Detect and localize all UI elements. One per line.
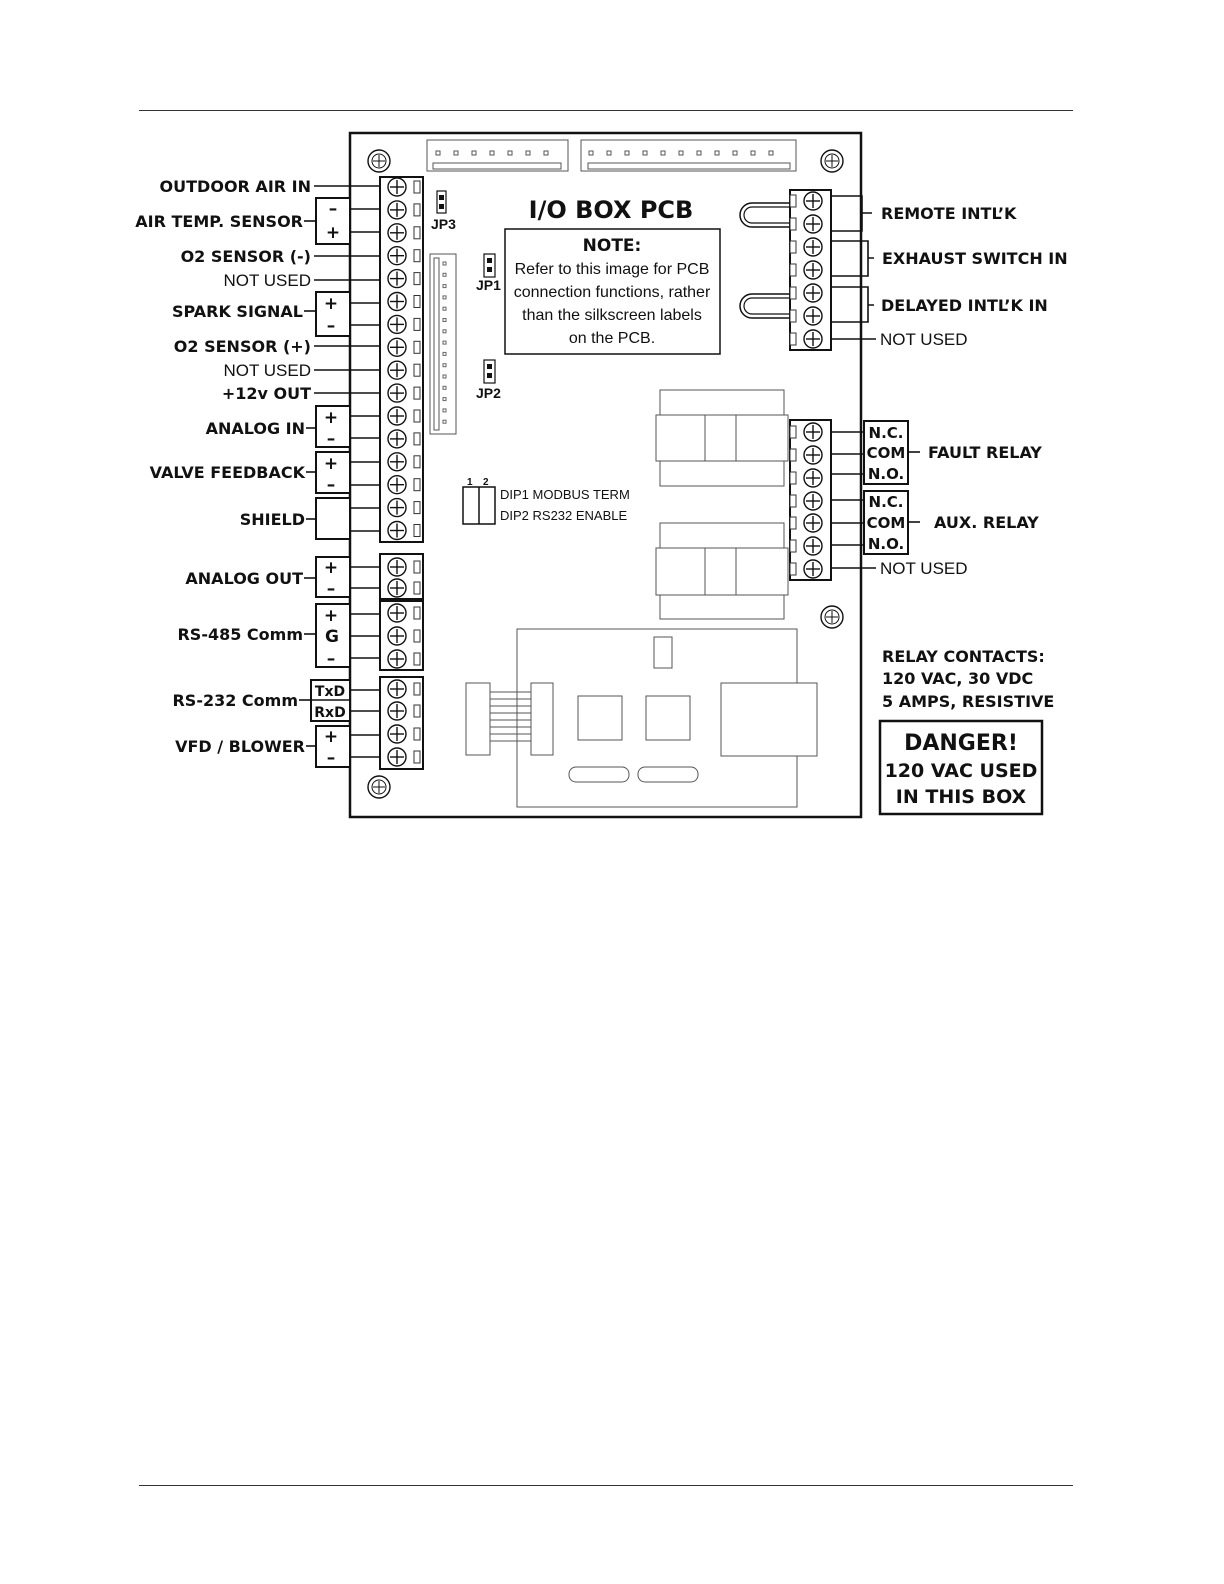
right-terminal-tab [790,310,796,322]
note-line-2: connection functions, rather [513,284,711,301]
sym-valve-plus: + [323,454,339,474]
sym-rs485-minus: – [326,649,336,669]
sym-air-temp-plus: + [325,223,341,243]
left-terminal-screw [388,338,406,356]
left-terminal-screw [388,407,406,425]
label-fault-relay: FAULT RELAY [928,443,1042,462]
right-terminal-screw [804,423,822,441]
left-terminal-tab [414,683,420,695]
sym-spark-minus: – [326,316,336,336]
right-terminal-tab [790,449,796,461]
left-terminal-screw [388,247,406,265]
sym-analog-out-minus: – [326,579,336,599]
left-terminal-tab [414,751,420,763]
mounting-hole [821,150,843,172]
right-terminal-screw [804,284,822,302]
left-terminal-screw [388,315,406,333]
sym-analog-in-plus: + [323,408,339,428]
left-terminal-tab [414,502,420,514]
left-terminal-tab [414,204,420,216]
label-o2-sensor-neg: O2 SENSOR (-) [180,247,311,266]
top-connector-right [581,140,796,171]
dip2-label: DIP2 RS232 ENABLE [500,508,628,523]
left-terminal-screw [388,680,406,698]
right-terminal-screw [804,469,822,487]
left-terminal-screw [388,579,406,597]
left-terminal-screw [388,558,406,576]
note-line-1: Refer to this image for PCB [514,261,710,278]
daughter-chip-1 [578,696,622,740]
label-exhaust-switch-in: EXHAUST SWITCH IN [882,249,1068,268]
left-terminal-screw [388,522,406,540]
left-terminal-tab [414,181,420,193]
left-terminal-tab [414,364,420,376]
sym-analog-in-minus: – [326,429,336,449]
jp2-label: JP2 [476,385,501,401]
left-terminal-tab [414,561,420,573]
left-terminal-tab [414,227,420,239]
left-terminal-tab [414,630,420,642]
left-terminal-screw [388,702,406,720]
left-terminal-screw [388,604,406,622]
note-line-3: than the silkscreen labels [522,307,702,324]
left-terminal-tab [414,296,420,308]
label-aux-relay: AUX. RELAY [934,513,1039,532]
dip-num-1: 1 [467,477,473,488]
label-rs232: RS-232 Comm [172,691,298,710]
danger-line-2: 120 VAC USED [884,760,1038,782]
jp3-label: JP3 [431,216,456,232]
right-terminal-screw [804,238,822,256]
label-analog-in: ANALOG IN [205,419,305,438]
relay-fault [656,390,788,486]
relay-contacts-line-1: RELAY CONTACTS: [882,647,1045,666]
left-terminal-screw [388,178,406,196]
left-terminal-screw [388,361,406,379]
daughter-slot-2 [638,767,698,782]
label-remote-intlk: REMOTE INTL’K [881,204,1017,223]
daughter-chip-2 [646,696,690,740]
right-terminal-tab [790,563,796,575]
left-terminal-tab [414,479,420,491]
left-terminal-tab [414,410,420,422]
left-terminal-tab [414,607,420,619]
label-air-temp-sensor: AIR TEMP. SENSOR [135,212,303,231]
left-terminal-tab [414,341,420,353]
relay-contacts-line-3: 5 AMPS, RESISTIVE [882,692,1055,711]
dip1-label: DIP1 MODBUS TERM [500,487,630,502]
dip-switch [463,487,495,524]
jp1-jumper [484,254,495,277]
right-terminal-screw [804,261,822,279]
sym-rs232-rxd: RxD [314,705,346,721]
right-terminal-tab [790,472,796,484]
left-terminal-screw [388,748,406,766]
right-terminal-tab [790,264,796,276]
left-terminal-screw [388,201,406,219]
left-terminal-tab [414,525,420,537]
right-terminal-screw [804,330,822,348]
left-terminal-tab [414,456,420,468]
daughter-slot-1 [569,767,629,782]
mounting-hole [368,150,390,172]
label-not-used-1: NOT USED [223,271,311,290]
left-terminal-tab [414,318,420,330]
right-terminal-tab [790,517,796,529]
sym-air-temp-minus: – [328,199,338,219]
left-terminal-screw [388,430,406,448]
label-nc-2: N.C. [868,493,904,511]
note-line-4: on the PCB. [568,330,656,347]
sym-vfd-plus: + [323,727,339,747]
label-vfd-blower: VFD / BLOWER [175,737,305,756]
label-delayed-intlk-in: DELAYED INTL’K IN [881,296,1048,315]
pcb-title: I/O BOX PCB [528,196,694,224]
label-analog-out: ANALOG OUT [185,569,303,588]
label-not-used-top: NOT USED [880,330,968,349]
left-terminal-screw [388,293,406,311]
right-terminal-tab [790,495,796,507]
label-com-2: COM [866,514,906,532]
label-valve-feedback: VALVE FEEDBACK [149,463,305,482]
sym-vfd-minus: – [326,748,336,768]
left-terminal-screw [388,725,406,743]
sym-rs485-plus: + [323,606,339,626]
label-no-2: N.O. [867,535,905,553]
ribbon-connector-right [531,683,553,755]
mounting-hole [368,776,390,798]
right-terminal-tab [790,333,796,345]
right-terminal-screw [804,446,822,464]
label-o2-sensor-pos: O2 SENSOR (+) [173,337,311,356]
right-terminal-screw [804,307,822,325]
bracket-shield [316,498,350,539]
left-terminal-screw [388,270,406,288]
sym-rs232-txd: TxD [314,684,346,700]
dip-num-2: 2 [483,477,489,488]
mounting-hole [821,606,843,628]
danger-line-1: DANGER! [904,731,1018,756]
daughter-connector [721,683,817,756]
jp1-label: JP1 [476,277,501,293]
left-terminal-screw [388,224,406,242]
left-terminal-screw [388,384,406,402]
relay-contacts-line-2: 120 VAC, 30 VDC [882,669,1034,688]
jp3-jumper [437,191,446,213]
sym-spark-plus: + [323,294,339,314]
left-terminal-screw [388,453,406,471]
right-terminal-screw [804,492,822,510]
left-terminal-tab [414,250,420,262]
label-rs485: RS-485 Comm [177,625,303,644]
right-terminal-tab [790,241,796,253]
right-terminal-screw [804,514,822,532]
left-terminal-tab [414,728,420,740]
sym-valve-minus: – [326,475,336,495]
left-terminal-tab [414,387,420,399]
left-terminal-tab [414,433,420,445]
right-terminal-screw [804,215,822,233]
ribbon-connector-left [466,683,490,755]
label-outdoor-air-in: OUTDOOR AIR IN [159,177,311,196]
daughter-chip-small [654,637,672,668]
right-terminal-tab [790,426,796,438]
right-terminal-screw [804,537,822,555]
right-terminal-tab [790,287,796,299]
danger-line-3: IN THIS BOX [895,786,1027,808]
label-com-1: COM [866,444,906,462]
label-not-used-bottom: NOT USED [880,559,968,578]
note-heading: NOTE: [582,236,642,256]
sym-analog-out-plus: + [323,558,339,578]
left-terminal-screw [388,476,406,494]
left-terminal-screw [388,499,406,517]
left-terminal-screw [388,650,406,668]
relay-aux [656,523,788,619]
left-terminal-tab [414,653,420,665]
label-no-1: N.O. [867,465,905,483]
left-terminal-screw [388,627,406,645]
label-shield: SHIELD [239,510,305,529]
left-terminal-tab [414,582,420,594]
right-terminal-tab [790,218,796,230]
sym-rs485-g: G [325,627,339,647]
left-terminal-tab [414,705,420,717]
label-not-used-2: NOT USED [223,361,311,380]
label-12v-out: +12v OUT [221,384,311,403]
jp2-jumper [484,360,495,383]
right-terminal-tab [790,540,796,552]
left-terminal-tab [414,273,420,285]
right-terminal-screw [804,192,822,210]
label-spark-signal: SPARK SIGNAL [171,302,303,321]
right-terminal-screw [804,560,822,578]
label-nc-1: N.C. [868,424,904,442]
right-terminal-tab [790,195,796,207]
